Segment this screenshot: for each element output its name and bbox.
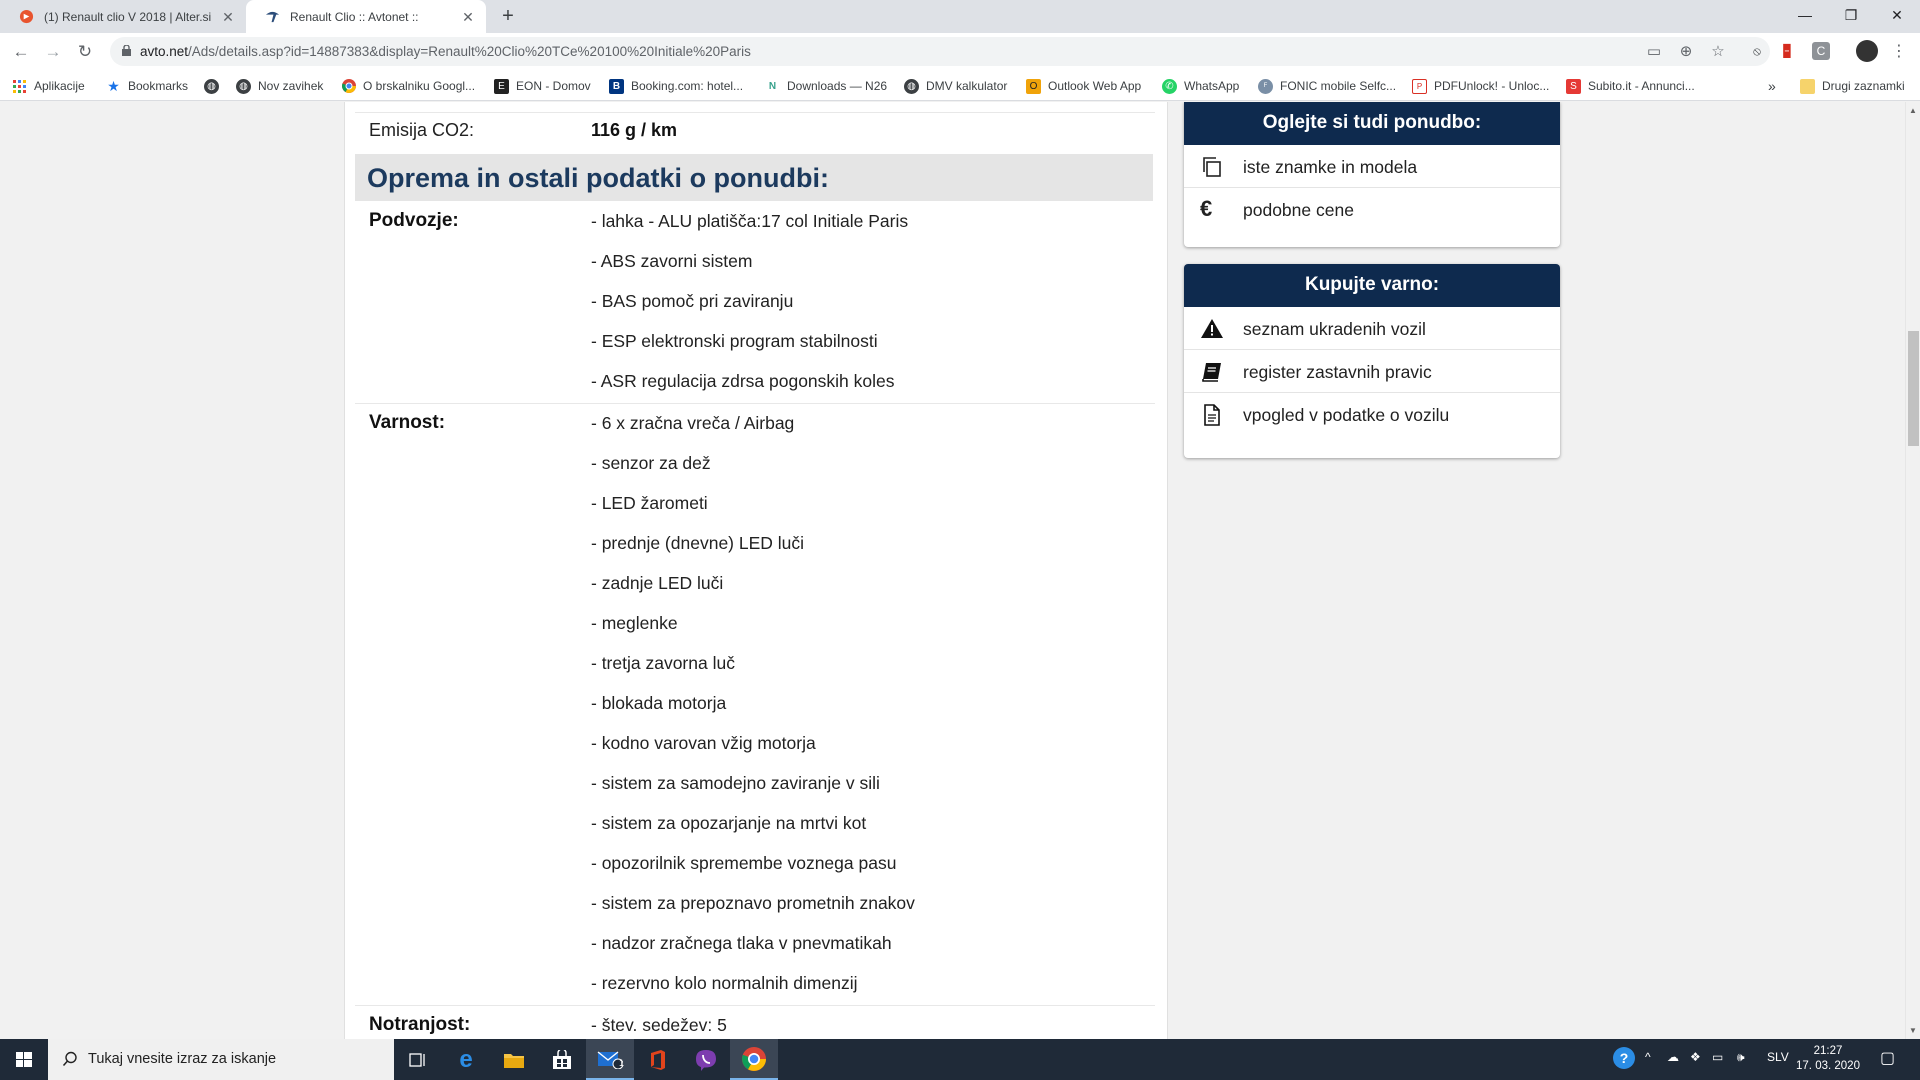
tab-strip <box>0 0 1920 33</box>
minimize-button[interactable]: — <box>1798 7 1812 23</box>
bookmark-subito[interactable] <box>1566 77 1695 95</box>
altersi-icon <box>18 9 34 25</box>
bookmark-apps[interactable] <box>12 77 85 95</box>
bookmark-whatsapp[interactable] <box>1162 77 1239 95</box>
volume-icon[interactable]: 🕪 <box>1737 1050 1745 1064</box>
euro-icon: € <box>1200 196 1213 221</box>
taskbar-store[interactable] <box>538 1039 586 1080</box>
block-extension-icon[interactable]: ⦸ <box>1753 44 1761 58</box>
star-icon: ★ <box>107 77 120 94</box>
whatsapp-icon: ✆ <box>1162 79 1177 94</box>
show-hidden-icons-icon[interactable]: ^ <box>1645 1050 1651 1064</box>
office-icon <box>648 1049 668 1071</box>
feature-item: - lahka - ALU platišča:17 col Initiale Paris <box>591 211 909 231</box>
browser-toolbar <box>0 33 1920 70</box>
feature-item: - štev. sedežev: 5 <box>591 1015 727 1035</box>
dropbox-icon[interactable]: ❖ <box>1690 1050 1701 1064</box>
bookmark-label: FONIC mobile Selfc... <box>1280 79 1397 93</box>
bookmark-bookmarks[interactable] <box>106 77 188 95</box>
link-label: vpogled v podatke o vozilu <box>1243 405 1450 425</box>
bookmark-fonic[interactable] <box>1258 77 1396 95</box>
copy-icon <box>1200 155 1224 179</box>
bookmarks-overflow-button[interactable] <box>1768 77 1776 95</box>
bookmark-eon[interactable] <box>494 77 591 95</box>
bookmark-label: WhatsApp <box>1184 79 1240 93</box>
link-label: register zastavnih pravic <box>1243 362 1432 382</box>
system-clock[interactable] <box>1790 1044 1866 1074</box>
bookmark-label: Drugi zaznamki <box>1822 79 1905 93</box>
chrome-icon <box>742 1047 766 1071</box>
taskbar-mail[interactable] <box>586 1039 634 1080</box>
close-tab-icon[interactable]: ✕ <box>222 9 234 25</box>
feature-item: - blokada motorja <box>591 693 727 713</box>
link-vehicle-data[interactable] <box>1184 393 1560 436</box>
feature-item: - BAS pomoč pri zaviranju <box>591 291 794 311</box>
feature-item: - ASR regulacija zdrsa pogonskih koles <box>591 371 895 391</box>
bookmark-label: Aplikacije <box>34 79 85 93</box>
help-icon[interactable]: ? <box>1613 1047 1635 1069</box>
buy-safely-box <box>1184 264 1560 458</box>
folder-icon <box>503 1051 525 1069</box>
scrollbar-thumb[interactable] <box>1908 331 1919 446</box>
feature-item: - senzor za dež <box>591 453 711 473</box>
divider <box>355 1005 1155 1006</box>
language-indicator[interactable]: SLV <box>1767 1050 1789 1064</box>
warning-icon <box>1200 317 1224 341</box>
link-stolen-vehicles[interactable] <box>1184 307 1560 350</box>
bookmarks-bar <box>0 70 1920 101</box>
link-similar-prices[interactable] <box>1184 188 1560 231</box>
section-header <box>355 154 1153 201</box>
feature-item: - ABS zavorni sistem <box>591 251 753 271</box>
group-label-podvozje: Podvozje: <box>369 210 459 231</box>
see-also-box <box>1184 102 1560 247</box>
feature-item: - ESP elektronski program stabilnosti <box>591 331 878 351</box>
book-icon <box>1200 360 1224 384</box>
booking-icon: B <box>609 79 624 94</box>
bookmark-label: Booking.com: hotel... <box>631 79 744 93</box>
outlook-icon: O <box>1026 79 1041 94</box>
bookmark-nov-zavihek[interactable] <box>236 77 323 95</box>
taskbar-office[interactable] <box>634 1039 682 1080</box>
emission-value: 116 g / km <box>591 120 678 140</box>
divider <box>355 112 1155 113</box>
taskbar-explorer[interactable] <box>490 1039 538 1080</box>
bookmark-n26[interactable] <box>765 77 887 95</box>
taskbar-viber[interactable] <box>682 1039 730 1080</box>
new-tab-button[interactable]: + <box>502 5 514 27</box>
document-icon <box>1200 403 1224 427</box>
close-window-button[interactable]: ✕ <box>1891 7 1903 23</box>
divider <box>355 403 1155 404</box>
tab-avtonet[interactable] <box>246 0 486 33</box>
lock-icon <box>122 45 131 56</box>
bookmark-outlook[interactable] <box>1026 77 1141 95</box>
folder-icon <box>1800 79 1815 94</box>
section-title: Oprema in ostali podatki o ponudbi: <box>367 163 830 193</box>
taskbar-search-box[interactable] <box>48 1039 394 1080</box>
feature-item: - tretja zavorna luč <box>591 653 735 673</box>
feature-item: - rezervno kolo normalnih dimenzij <box>591 973 858 993</box>
link-label: podobne cene <box>1243 200 1354 220</box>
fonic-icon: F <box>1258 79 1273 94</box>
cast-icon[interactable]: ▭ <box>1646 43 1662 60</box>
zoom-icon[interactable]: ⊕ <box>1679 43 1693 60</box>
flag-extension-icon[interactable]: 🁢 <box>1778 42 1796 60</box>
emission-label: Emisija CO2: <box>369 120 475 140</box>
bookmark-label: O brskalniku Googl... <box>363 79 476 93</box>
address-bar[interactable] <box>110 37 1770 66</box>
page-viewport <box>0 102 1905 1039</box>
listing-details <box>344 102 1168 1039</box>
feature-item: - zadnje LED luči <box>591 573 724 593</box>
store-icon <box>551 1050 573 1070</box>
globe-icon: ◍ <box>904 79 919 94</box>
buy-safely-title: Kupujte varno: <box>1184 264 1560 307</box>
search-placeholder: Tukaj vnesite izraz za iskanje <box>88 1051 277 1067</box>
subito-icon: S <box>1566 79 1581 94</box>
avtonet-icon <box>264 9 280 25</box>
forward-button[interactable]: → <box>44 42 62 61</box>
bookmark-other[interactable] <box>1800 77 1905 95</box>
tab-title: Renault Clio :: Avtonet :: <box>290 9 419 24</box>
overflow-label: » <box>1768 78 1776 94</box>
bookmark-dmv[interactable] <box>904 77 1007 95</box>
bookmark-label: DMV kalkulator <box>926 79 1008 93</box>
windows-logo-icon <box>0 1039 48 1080</box>
feature-item: - nadzor zračnega tlaka v pnevmatikah <box>591 933 892 953</box>
bookmark-label: PDFUnlock! - Unloc... <box>1434 79 1550 93</box>
tab-title: (1) Renault clio V 2018 | Alter.si <box>44 9 212 24</box>
windows-taskbar <box>0 1039 1920 1080</box>
restore-button[interactable]: ❐ <box>1844 7 1858 23</box>
link-label: iste znamke in modela <box>1243 157 1418 177</box>
url-path: /Ads/details.asp?id=14887383&display=Renault%20Clio%20TCe%20100%20Initiale%20Paris <box>188 44 751 59</box>
bookmark-label: EON - Domov <box>516 79 591 93</box>
link-lien-register[interactable] <box>1184 350 1560 393</box>
mail-badge: 1 <box>619 1058 625 1068</box>
globe-icon: ◍ <box>236 79 251 94</box>
c-extension-icon[interactable]: C <box>1812 42 1830 60</box>
task-view-button[interactable] <box>394 1039 442 1080</box>
pdf-icon: P <box>1412 79 1427 94</box>
clock-time: 21:27 <box>1813 1045 1843 1057</box>
bookmark-booking[interactable] <box>609 77 743 95</box>
group-label-notranjost: Notranjost: <box>369 1014 471 1035</box>
page-scrollbar[interactable] <box>1905 102 1920 1039</box>
menu-icon[interactable]: ⋮ <box>1891 43 1907 60</box>
n26-icon: N <box>768 80 777 92</box>
notifications-icon[interactable]: ▢ <box>1880 1050 1896 1067</box>
onedrive-icon[interactable]: ☁ <box>1667 1050 1679 1064</box>
feature-item: - 6 x zračna vreča / Airbag <box>591 413 795 433</box>
bookmark-globe[interactable] <box>204 77 226 95</box>
link-same-make-model[interactable] <box>1184 145 1560 188</box>
profile-avatar[interactable] <box>1856 40 1878 62</box>
chrome-icon <box>341 79 356 94</box>
close-tab-icon[interactable]: ✕ <box>462 9 474 25</box>
group-label-varnost: Varnost: <box>369 412 446 433</box>
scroll-up-arrow-icon[interactable]: ▲ <box>1909 106 1917 115</box>
feature-item: - LED žarometi <box>591 493 708 513</box>
feature-item: - kodno varovan vžig motorja <box>591 733 816 753</box>
bookmark-label: Bookmarks <box>128 79 189 93</box>
feature-item: - sistem za opozarjanje na mrtvi kot <box>591 813 867 833</box>
url-text[interactable] <box>140 44 751 59</box>
feature-item: - sistem za prepoznavo prometnih znakov <box>591 893 915 913</box>
search-icon <box>62 1051 78 1067</box>
bookmark-label: Downloads — N26 <box>787 79 888 93</box>
bookmark-star-icon[interactable]: ☆ <box>1711 43 1725 60</box>
feature-item: - meglenke <box>591 613 678 633</box>
globe-icon: ◍ <box>204 79 219 94</box>
taskbar-chrome[interactable] <box>730 1039 778 1080</box>
eon-icon: E <box>494 79 509 94</box>
taskbar-edge[interactable] <box>442 1039 490 1080</box>
clock-date: 17. 03. 2020 <box>1796 1060 1860 1072</box>
start-button[interactable] <box>0 1039 48 1080</box>
edge-icon: e <box>459 1045 473 1073</box>
apps-grid-icon <box>12 79 27 94</box>
link-label: seznam ukradenih vozil <box>1243 319 1426 339</box>
bookmark-pdfunlock[interactable] <box>1412 77 1549 95</box>
bookmark-label: Subito.it - Annunci... <box>1588 79 1695 93</box>
bookmark-label: Outlook Web App <box>1048 79 1142 93</box>
scroll-down-arrow-icon[interactable]: ▼ <box>1909 1026 1917 1035</box>
reload-button[interactable]: ↻ <box>77 42 93 61</box>
url-host: avto.net <box>140 44 189 59</box>
tab-altersi[interactable] <box>0 0 246 33</box>
see-also-title: Oglejte si tudi ponudbo: <box>1184 102 1560 145</box>
bookmark-label: Nov zavihek <box>258 79 324 93</box>
task-view-icon <box>409 1052 427 1068</box>
back-button[interactable]: ← <box>12 42 30 61</box>
feature-item: - prednje (dnevne) LED luči <box>591 533 805 553</box>
feature-item: - opozorilnik spremembe voznega pasu <box>591 853 897 873</box>
bookmark-chrome[interactable] <box>341 77 475 95</box>
feature-item: - sistem za samodejno zaviranje v sili <box>591 773 880 793</box>
viber-icon <box>694 1048 718 1072</box>
network-icon[interactable]: ▭ <box>1712 1050 1724 1064</box>
